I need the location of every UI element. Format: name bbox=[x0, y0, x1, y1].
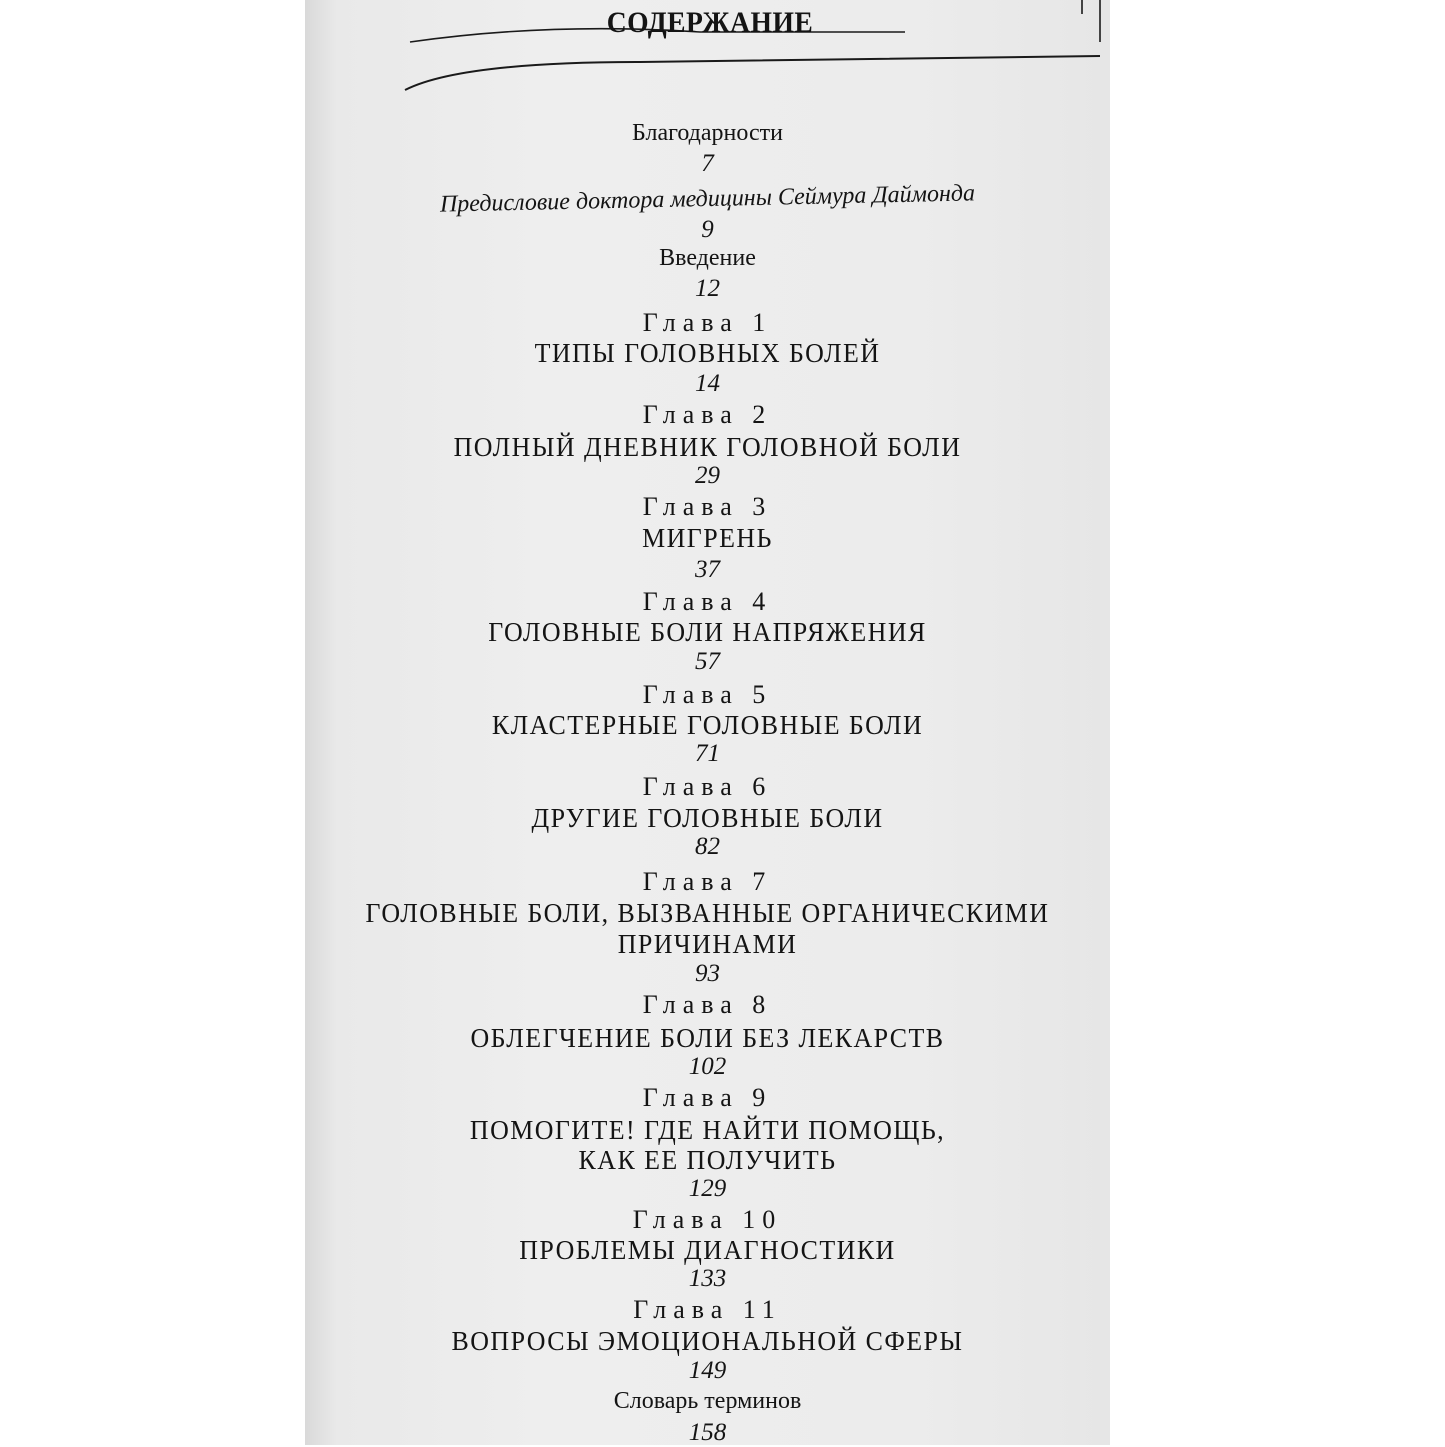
section-title: Предисловие доктора медицины Сеймура Даймонда bbox=[439, 180, 976, 218]
page-number: 37 bbox=[695, 556, 720, 583]
chapter-title: ПОМОГИТЕ! ГДЕ НАЙТИ ПОМОЩЬ, bbox=[469, 1115, 946, 1145]
page-number: 57 bbox=[695, 648, 720, 675]
page-number: 71 bbox=[695, 740, 720, 767]
page-number: 14 bbox=[695, 370, 720, 397]
chapter-title: ДРУГИЕ ГОЛОВНЫЕ БОЛИ bbox=[531, 803, 884, 833]
page-number: 9 bbox=[701, 216, 714, 243]
chapter-title: ОБЛЕГЧЕНИЕ БОЛИ БЕЗ ЛЕКАРСТВ bbox=[470, 1023, 945, 1053]
page-number: 12 bbox=[695, 275, 720, 302]
page-number: 93 bbox=[695, 960, 720, 987]
chapter-title: ТИПЫ ГОЛОВНЫХ БОЛЕЙ bbox=[534, 338, 881, 368]
chapter-number: Глава 10 bbox=[632, 1205, 783, 1234]
chapter-number: Глава 2 bbox=[642, 400, 773, 429]
chapter-title: ВОПРОСЫ ЭМОЦИОНАЛЬНОЙ СФЕРЫ bbox=[451, 1326, 964, 1356]
page-number: 29 bbox=[695, 462, 720, 489]
chapter-title: КЛАСТЕРНЫЕ ГОЛОВНЫЕ БОЛИ bbox=[491, 710, 924, 740]
page-number: 149 bbox=[688, 1357, 727, 1384]
page-number: 7 bbox=[701, 150, 714, 177]
page-number: 158 bbox=[688, 1419, 727, 1446]
chapter-number: Глава 11 bbox=[633, 1295, 782, 1324]
page-title: СОДЕРЖАНИЕ bbox=[606, 6, 814, 39]
chapter-number: Глава 9 bbox=[642, 1083, 773, 1112]
chapter-title: МИГРЕНЬ bbox=[642, 523, 773, 553]
chapter-number: Глава 8 bbox=[642, 990, 773, 1019]
chapter-title: ГОЛОВНЫЕ БОЛИ НАПРЯЖЕНИЯ bbox=[488, 617, 927, 647]
chapter-number: Глава 6 bbox=[642, 772, 773, 801]
chapter-title: ПРОБЛЕМЫ ДИАГНОСТИКИ bbox=[519, 1235, 896, 1265]
contents-header bbox=[400, 0, 1105, 100]
page-number: 129 bbox=[688, 1175, 727, 1202]
chapter-title: ГОЛОВНЫЕ БОЛИ, ВЫЗВАННЫЕ ОРГАНИЧЕСКИМИ bbox=[365, 898, 1050, 928]
chapter-title: КАК ЕЕ ПОЛУЧИТЬ bbox=[578, 1145, 837, 1175]
section-title: Введение bbox=[659, 245, 756, 271]
chapter-title: ПРИЧИНАМИ bbox=[617, 929, 798, 959]
chapter-number: Глава 5 bbox=[642, 680, 773, 709]
chapter-title: ПОЛНЫЙ ДНЕВНИК ГОЛОВНОЙ БОЛИ bbox=[453, 432, 962, 462]
chapter-number: Глава 4 bbox=[642, 587, 773, 616]
chapter-number: Глава 1 bbox=[642, 308, 773, 337]
section-title: Благодарности bbox=[632, 120, 783, 146]
section-title: Словарь терминов bbox=[613, 1388, 802, 1414]
page-number: 82 bbox=[695, 833, 720, 860]
page-number: 102 bbox=[688, 1053, 727, 1080]
chapter-number: Глава 3 bbox=[642, 492, 773, 521]
chapter-number: Глава 7 bbox=[642, 867, 773, 896]
page-number: 133 bbox=[688, 1265, 727, 1292]
